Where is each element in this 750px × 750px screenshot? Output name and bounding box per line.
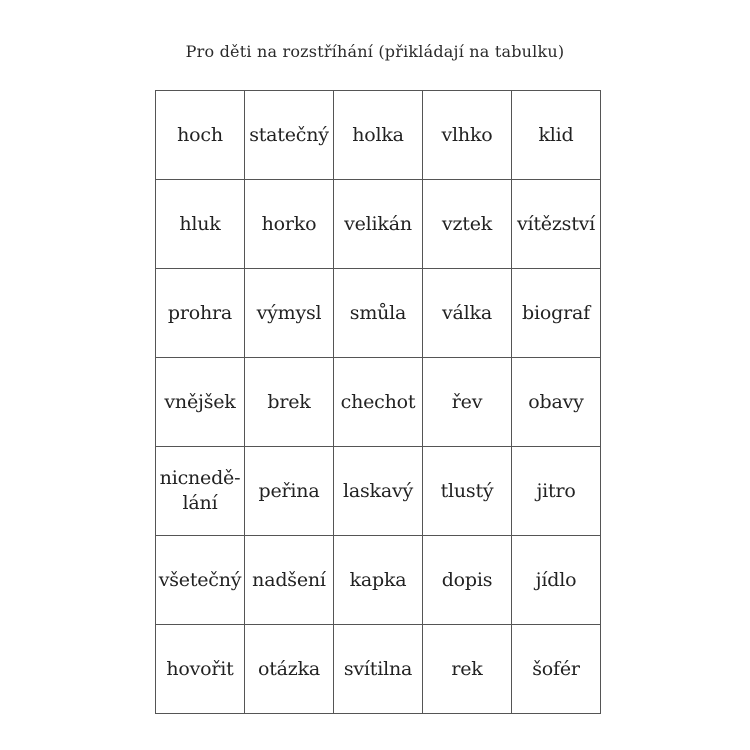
word-card-grid-body (156, 91, 601, 714)
word-card: nadšení (245, 536, 334, 625)
word-card: řev (423, 358, 512, 447)
word-card: obavy (512, 358, 601, 447)
word-card: vítězství (512, 180, 601, 269)
word-card: holka (334, 91, 423, 180)
word-row (156, 91, 601, 180)
word-card: všetečný (156, 536, 245, 625)
word-card: kapka (334, 536, 423, 625)
word-card: horko (245, 180, 334, 269)
word-card: hoch (156, 91, 245, 180)
word-card: chechot (334, 358, 423, 447)
word-row (156, 536, 601, 625)
word-card: klid (512, 91, 601, 180)
word-card: dopis (423, 536, 512, 625)
word-card: peřina (245, 447, 334, 536)
word-card: tlustý (423, 447, 512, 536)
word-card: jídlo (512, 536, 601, 625)
word-card: velikán (334, 180, 423, 269)
word-card: smůla (334, 269, 423, 358)
word-card: jitro (512, 447, 601, 536)
word-card: statečný (245, 91, 334, 180)
word-card: nicnedě- lání (156, 447, 245, 536)
word-row (156, 358, 601, 447)
word-card: prohra (156, 269, 245, 358)
word-card: vztek (423, 180, 512, 269)
word-card: otázka (245, 625, 334, 714)
word-row (156, 625, 601, 714)
word-row (156, 447, 601, 536)
word-row (156, 269, 601, 358)
page-title: Pro děti na rozstříhání (přikládají na tabulku) (185, 42, 565, 61)
word-card: biograf (512, 269, 601, 358)
word-card: výmysl (245, 269, 334, 358)
word-card-grid (155, 90, 601, 714)
word-card: vnějšek (156, 358, 245, 447)
word-card: šofér (512, 625, 601, 714)
word-card: válka (423, 269, 512, 358)
word-card: brek (245, 358, 334, 447)
word-card: svítilna (334, 625, 423, 714)
word-card: rek (423, 625, 512, 714)
word-card: hluk (156, 180, 245, 269)
word-card: laskavý (334, 447, 423, 536)
word-card: vlhko (423, 91, 512, 180)
word-row (156, 180, 601, 269)
word-card: hovořit (156, 625, 245, 714)
